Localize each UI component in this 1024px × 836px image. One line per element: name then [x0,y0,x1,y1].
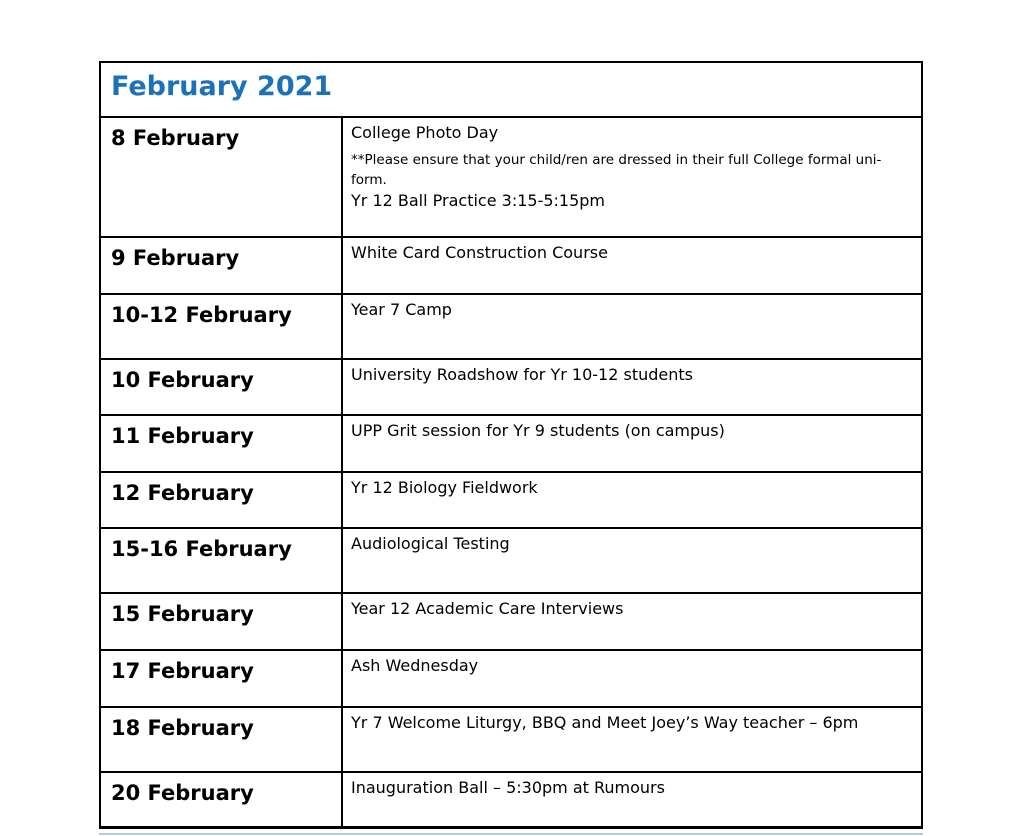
title-cell [100,62,922,117]
date-label: 11 February [111,424,254,448]
table-row [100,528,922,593]
date-cell [100,707,342,772]
table-row [100,707,922,772]
event-text: Year 7 Camp [351,300,452,319]
page-title: February 2021 [111,71,333,102]
event-cell [342,707,922,772]
event-text: Inauguration Ball – 5:30pm at Rumours [351,778,665,797]
event-cell [342,772,922,827]
date-label: 17 February [111,659,254,683]
date-cell [100,294,342,359]
table-row [100,772,922,827]
date-label: 18 February [111,716,254,740]
date-cell [100,237,342,294]
table-row [100,650,922,707]
event-text: UPP Grit session for Yr 9 students (on campus) [351,421,725,440]
event-cell [342,237,922,294]
title-row [100,62,922,117]
event-text: Yr 12 Ball Practice 3:15-5:15pm [351,191,606,210]
date-label: 20 February [111,781,254,805]
event-cell [342,593,922,650]
date-cell [100,650,342,707]
table-row [100,359,922,415]
event-cell [342,472,922,528]
date-cell [100,359,342,415]
event-text: Ash Wednesday [351,656,479,675]
page-divider [99,833,923,835]
date-label: 12 February [111,481,254,505]
date-cell [100,528,342,593]
date-label: 9 February [111,246,240,270]
table-row [100,117,922,237]
date-label: 10-12 February [111,303,292,327]
date-cell [100,472,342,528]
table-row [100,237,922,294]
date-cell [100,593,342,650]
calendar-table [99,61,923,829]
event-text: Yr 7 Welcome Liturgy, BBQ and Meet Joey’s Way teacher – 6pm [351,713,859,732]
table-row [100,294,922,359]
event-cell [342,117,922,237]
date-cell [100,415,342,472]
event-cell [342,415,922,472]
event-note: **Please ensure that your child/ren are dressed in their full College formal uni-form. [351,152,882,188]
event-cell [342,528,922,593]
table-row [100,472,922,528]
table-row [100,593,922,650]
event-text: Year 12 Academic Care Interviews [351,599,624,618]
date-cell [100,117,342,237]
date-label: 8 February [111,126,240,150]
event-text: College Photo Day [351,123,499,142]
event-cell [342,359,922,415]
date-label: 15-16 February [111,537,292,561]
table-row [100,415,922,472]
date-label: 10 February [111,368,254,392]
event-cell [342,650,922,707]
event-text: White Card Construction Course [351,243,608,262]
event-text: Audiological Testing [351,534,510,553]
event-text: University Roadshow for Yr 10-12 students [351,365,693,384]
date-cell [100,772,342,827]
date-label: 15 February [111,602,254,626]
event-cell [342,294,922,359]
event-text: Yr 12 Biology Fieldwork [351,478,538,497]
